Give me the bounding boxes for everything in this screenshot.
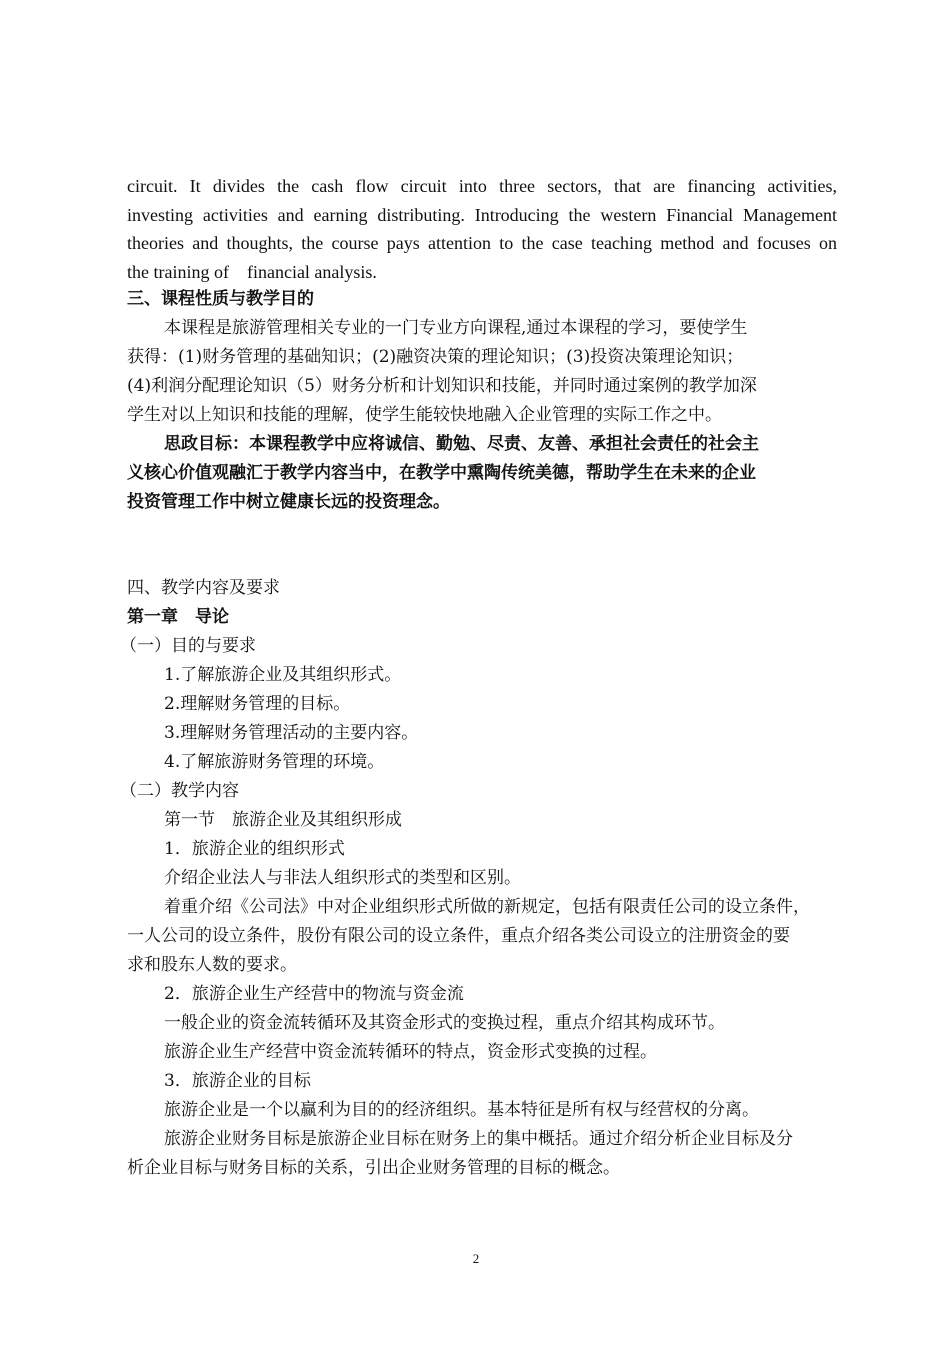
- section-heading: 四、教学内容及要求: [127, 578, 280, 598]
- paragraph-line: 旅游企业生产经营中资金流转循环的特点，资金形式变换的过程。: [164, 1042, 657, 1062]
- item-title: 1．旅游企业的组织形式: [164, 839, 345, 859]
- paragraph-line: 旅游企业财务目标是旅游企业目标在财务上的集中概括。通过介绍分析企业目标及分: [164, 1129, 793, 1149]
- objective-item: 2.理解财务管理的目标。: [164, 694, 351, 714]
- item-title: 2．旅游企业生产经营中的物流与资金流: [164, 984, 464, 1004]
- english-abstract: [127, 172, 837, 286]
- page-number: 2: [472, 1251, 480, 1266]
- ideology-goal-line: 投资管理工作中树立健康长远的投资理念。: [127, 492, 450, 512]
- paragraph-line: 析企业目标与财务目标的关系，引出企业财务管理的目标的概念。: [127, 1158, 620, 1178]
- item-title: 3．旅游企业的目标: [164, 1071, 311, 1091]
- chapter-title: 第一章 导论: [127, 607, 229, 627]
- objective-item: 1.了解旅游企业及其组织形式。: [164, 665, 402, 685]
- paragraph-line: 着重介绍《公司法》中对企业组织形式所做的新规定，包括有限责任公司的设立条件，: [164, 897, 810, 917]
- paragraph-line: 求和股东人数的要求。: [127, 955, 297, 975]
- paragraph-line: 本课程是旅游管理相关专业的一门专业方向课程,通过本课程的学习，要使学生: [164, 318, 748, 338]
- subsection-heading: （一）目的与要求: [120, 636, 256, 656]
- english-abstract-line: theories and thoughts, the course pays attention to the case teaching method and focuses on: [127, 233, 837, 254]
- paragraph-line: 一般企业的资金流转循环及其资金形式的变换过程，重点介绍其构成环节。: [164, 1013, 725, 1033]
- english-abstract-line: the training of financial analysis.: [127, 261, 377, 282]
- paragraph-line: 学生对以上知识和技能的理解，使学生能较快地融入企业管理的实际工作之中。: [127, 405, 722, 425]
- english-abstract-line: circuit. It divides the cash flow circuit into three sectors, that are financing activities,: [127, 176, 837, 196]
- ideology-goal-line: 思政目标：本课程教学中应将诚信、勤勉、尽责、友善、承担社会责任的社会主: [164, 434, 759, 454]
- ideology-goal-line: 义核心价值观融汇于教学内容当中，在教学中熏陶传统美德，帮助学生在未来的企业: [127, 463, 756, 483]
- objective-item: 4.了解旅游财务管理的环境。: [164, 752, 385, 772]
- subsection-heading: （二）教学内容: [120, 781, 239, 801]
- lesson-title: 第一节 旅游企业及其组织形成: [164, 810, 402, 830]
- english-abstract-line: investing activities and earning distributing. Introducing the western Financial Management: [127, 204, 837, 225]
- paragraph-line: (4)利润分配理论知识（5）财务分析和计划知识和技能，并同时通过案例的教学加深: [127, 376, 757, 396]
- paragraph-line: 获得：(1)财务管理的基础知识；(2)融资决策的理论知识；(3)投资决策理论知识；: [127, 347, 744, 367]
- objective-item: 3.理解财务管理活动的主要内容。: [164, 723, 419, 743]
- paragraph-line: 旅游企业是一个以赢利为目的的经济组织。基本特征是所有权与经营权的分离。: [164, 1100, 759, 1120]
- section-heading: 三、课程性质与教学目的: [127, 289, 314, 309]
- paragraph-line: 一人公司的设立条件，股份有限公司的设立条件，重点介绍各类公司设立的注册资金的要: [127, 926, 790, 946]
- paragraph-line: 介绍企业法人与非法人组织形式的类型和区别。: [164, 868, 521, 888]
